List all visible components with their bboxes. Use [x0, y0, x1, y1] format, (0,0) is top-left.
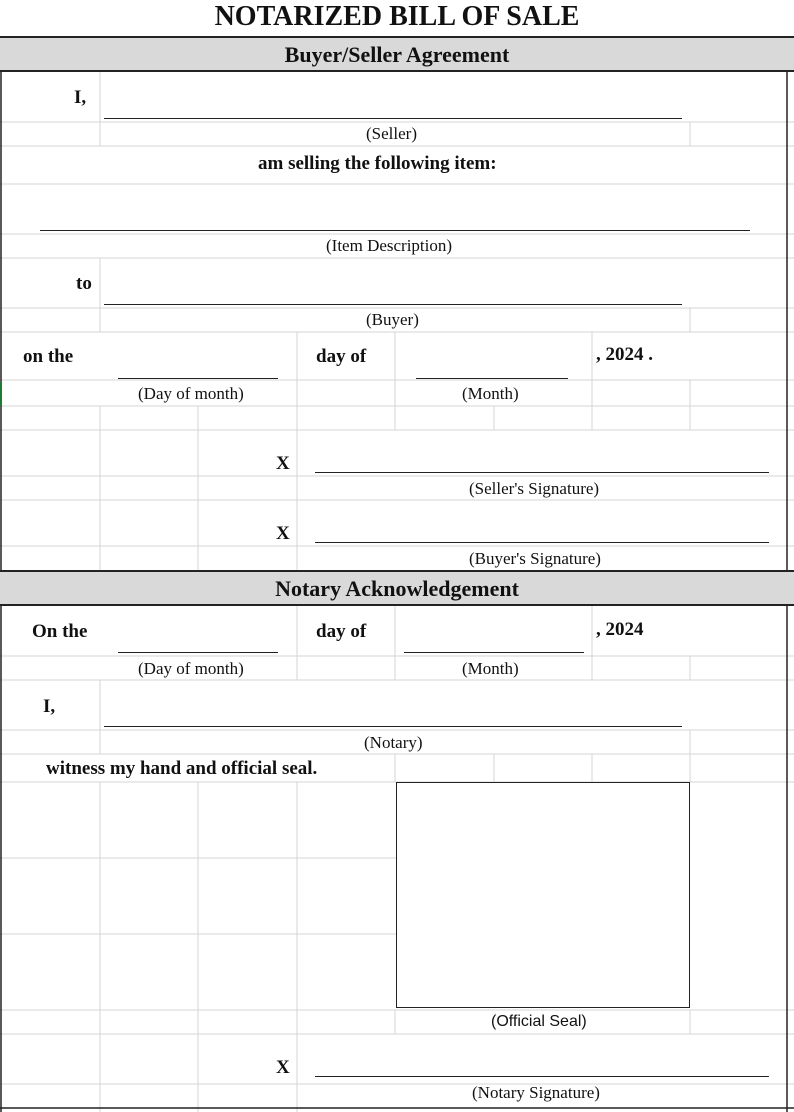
notary-caption: (Notary)	[364, 733, 423, 752]
day-of-month-caption: (Day of month)	[138, 384, 244, 403]
active-cell-marker	[0, 382, 2, 406]
notary-day-of-label: day of	[316, 621, 367, 642]
seller-caption: (Seller)	[366, 124, 417, 143]
item-description-field[interactable]	[40, 230, 750, 231]
agreement-header: Buyer/Seller Agreement	[284, 42, 510, 67]
notary-on-the-label: On the	[32, 621, 88, 642]
notary-month-caption: (Month)	[462, 659, 519, 678]
buyer-signature-x: X	[276, 523, 290, 544]
seller-i-label: I,	[74, 87, 87, 108]
month-caption: (Month)	[462, 384, 519, 403]
official-seal-box	[396, 782, 690, 1008]
notary-name-field[interactable]	[104, 726, 682, 727]
agreement-header-band	[0, 36, 794, 72]
seller-signature-x: X	[276, 453, 290, 474]
year-text: , 2024 .	[596, 344, 653, 365]
notary-signature-field[interactable]	[315, 1076, 769, 1077]
notary-i-label: I,	[43, 696, 56, 717]
notary-header: Notary Acknowledgement	[275, 576, 519, 601]
notary-header-band	[0, 570, 794, 606]
item-description-caption: (Item Description)	[326, 236, 453, 255]
notary-signature-caption: (Notary Signature)	[472, 1083, 600, 1102]
notary-month-field[interactable]	[404, 652, 584, 653]
seller-signature-caption: (Seller's Signature)	[469, 479, 600, 498]
notary-year-text: , 2024	[596, 619, 644, 640]
notary-day-of-month-field[interactable]	[118, 652, 278, 653]
seller-name-field[interactable]	[104, 118, 682, 119]
month-field[interactable]	[416, 378, 568, 379]
seller-signature-field[interactable]	[315, 472, 769, 473]
buyer-signature-caption: (Buyer's Signature)	[469, 549, 601, 568]
selling-text: am selling the following item:	[258, 153, 497, 174]
on-the-label: on the	[23, 346, 74, 367]
witness-text: witness my hand and official seal.	[46, 758, 318, 779]
notary-day-of-month-caption: (Day of month)	[138, 659, 244, 678]
day-of-month-field[interactable]	[118, 378, 278, 379]
day-of-label: day of	[316, 346, 367, 367]
to-label: to	[76, 273, 92, 294]
document-title: NOTARIZED BILL OF SALE	[214, 1, 580, 32]
buyer-caption: (Buyer)	[366, 310, 419, 329]
buyer-signature-field[interactable]	[315, 542, 769, 543]
notary-signature-x: X	[276, 1057, 290, 1078]
official-seal-caption: (Official Seal)	[491, 1013, 587, 1030]
buyer-name-field[interactable]	[104, 304, 682, 305]
